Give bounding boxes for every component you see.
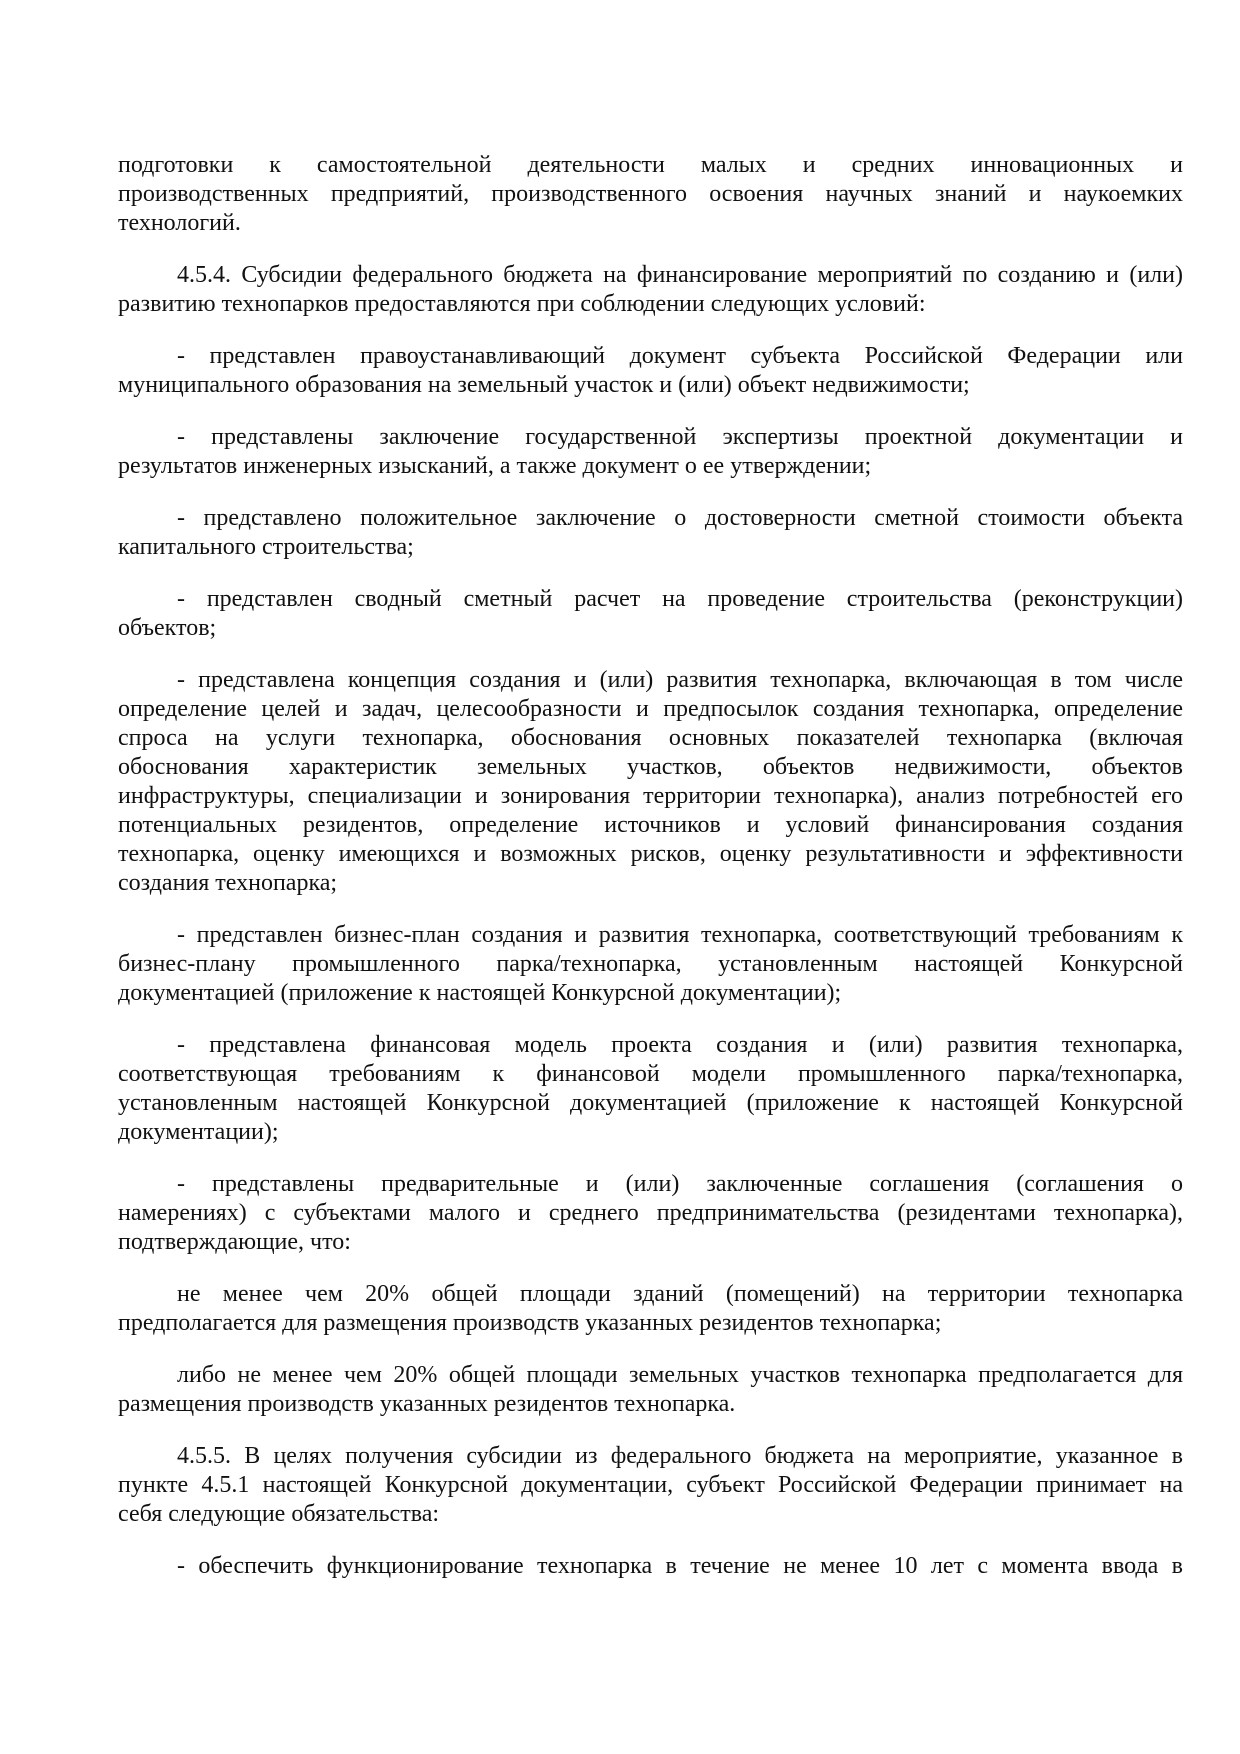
text-line: 4.5.4. Субсидии федерального бюджета на финансирование мероприятий по созданию и (или) (177, 262, 1183, 288)
paragraph (118, 1361, 1183, 1419)
paragraph (118, 1442, 1183, 1529)
text-line: пункте 4.5.1 настоящей Конкурсной документации, субъект Российской Федерации принимает на (118, 1472, 1183, 1498)
text-line: объектов; (118, 615, 217, 641)
paragraph (118, 1170, 1183, 1257)
text-line: развитию технопарков предоставляются при соблюдении следующих условий: (118, 291, 926, 317)
text-line: себя следующие обязательства: (118, 1501, 440, 1527)
paragraph (118, 1280, 1183, 1338)
text-line: либо не менее чем 20% общей площади земельных участков технопарка предполагается для (177, 1362, 1183, 1388)
text-line: бизнес-плану промышленного парка/технопарка, установленным настоящей Конкурсной (118, 951, 1183, 977)
text-line: - представлена концепция создания и (или) развития технопарка, включающая в том числе (177, 667, 1183, 693)
text-line: муниципального образования на земельный участок и (или) объект недвижимости; (118, 372, 970, 398)
text-line: - представлены заключение государственной экспертизы проектной документации и (177, 424, 1183, 450)
text-line: - представлен бизнес-план создания и развития технопарка, соответствующий требованиям к (177, 922, 1183, 948)
text-line: определение целей и задач, целесообразности и предпосылок создания технопарка, определение (118, 696, 1183, 722)
text-line: подтверждающие, что: (118, 1229, 351, 1255)
text-line: потенциальных резидентов, определение источников и условий финансирования создания (118, 812, 1183, 838)
text-line: установленным настоящей Конкурсной документацией (приложение к настоящей Конкурсной (118, 1090, 1183, 1116)
text-line: - представлен сводный сметный расчет на проведение строительства (реконструкции) (177, 586, 1183, 612)
text-line: капитального строительства; (118, 534, 414, 560)
text-line: соответствующая требованиям к финансовой модели промышленного парка/технопарка, (118, 1061, 1183, 1087)
paragraph (118, 1031, 1183, 1147)
paragraph (118, 423, 1183, 481)
paragraph (118, 1552, 1183, 1581)
text-line: технопарка, оценку имеющихся и возможных рисков, оценку результативности и эффективности (118, 841, 1183, 867)
paragraph (118, 151, 1183, 238)
text-line: результатов инженерных изысканий, а также документ о ее утверждении; (118, 453, 872, 479)
text-line: спроса на услуги технопарка, обоснования основных показателей технопарка (включая (118, 725, 1183, 751)
text-line: документацией (приложение к настоящей Конкурсной документации); (118, 980, 842, 1006)
paragraph (118, 585, 1183, 643)
text-line: технологий. (118, 210, 241, 236)
text-line: производственных предприятий, производственного освоения научных знаний и наукоемких (118, 181, 1183, 207)
text-line: размещения производств указанных резидентов технопарка. (118, 1391, 736, 1417)
paragraph (118, 921, 1183, 1008)
text-line: инфраструктуры, специализации и зонирования территории технопарка), анализ потребностей его (118, 783, 1183, 809)
text-line: - представлен правоустанавливающий документ субъекта Российской Федерации или (177, 343, 1183, 369)
text-line: обоснования характеристик земельных участков, объектов недвижимости, объектов (118, 754, 1183, 780)
paragraph (118, 666, 1183, 898)
text-line: намерениях) с субъектами малого и среднего предпринимательства (резидентами технопарка), (118, 1200, 1183, 1226)
paragraph (118, 342, 1183, 400)
text-line: предполагается для размещения производств указанных резидентов технопарка; (118, 1310, 942, 1336)
text-line: 4.5.5. В целях получения субсидии из федерального бюджета на мероприятие, указанное в (177, 1443, 1183, 1469)
paragraph (118, 261, 1183, 319)
text-line: подготовки к самостоятельной деятельности малых и средних инновационных и (118, 152, 1183, 178)
text-line: - представлено положительное заключение о достоверности сметной стоимости объекта (177, 505, 1183, 531)
text-line: не менее чем 20% общей площади зданий (помещений) на территории технопарка (177, 1281, 1183, 1307)
text-line: - представлена финансовая модель проекта создания и (или) развития технопарка, (177, 1032, 1183, 1058)
text-line: - обеспечить функционирование технопарка в течение не менее 10 лет с момента ввода в (177, 1553, 1183, 1579)
paragraph (118, 504, 1183, 562)
text-line: - представлены предварительные и (или) заключенные соглашения (соглашения о (177, 1171, 1183, 1197)
text-line: создания технопарка; (118, 870, 338, 896)
text-line: документации); (118, 1119, 279, 1145)
document-page-body (118, 151, 1183, 1604)
